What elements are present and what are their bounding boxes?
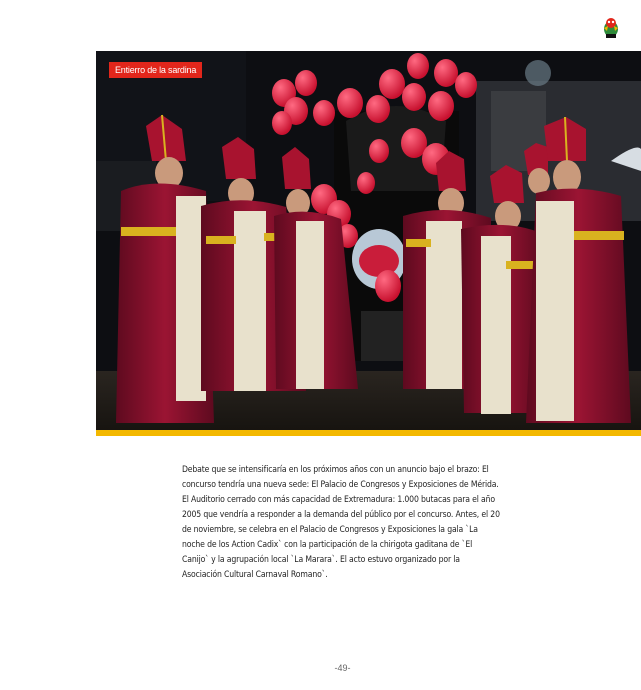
page-number: -49- bbox=[334, 663, 351, 673]
accent-bar bbox=[96, 430, 641, 436]
article-paragraph: Debate que se intensificaría en los próximos años con un anuncio bajo el brazo: El concurso tendría una nueva sede: El Palacio de Congresos y Exposiciones de Mérida. El Auditorio cerrado con más capacidad de Extremadura: 1.000 butacas para el año 2005 que vendría a responder a la demanda del público por el concurso. Antes, el 20 de noviembre, se celebra en el Palacio de Congresos y Exposiciones la gala `La noche de los Action Cadix` con la participación de la chirigota gaditana de `El Canijo` y la agrupación local `La Marara`. El acto estuvo organizado por la Asociación Cultural Carnaval Romano`. bbox=[182, 465, 500, 580]
photo bbox=[96, 51, 641, 430]
mascot-logo-icon bbox=[601, 16, 621, 40]
photo-illustration bbox=[96, 51, 641, 430]
photo-caption-tag: Entierro de la sardina bbox=[109, 62, 202, 78]
